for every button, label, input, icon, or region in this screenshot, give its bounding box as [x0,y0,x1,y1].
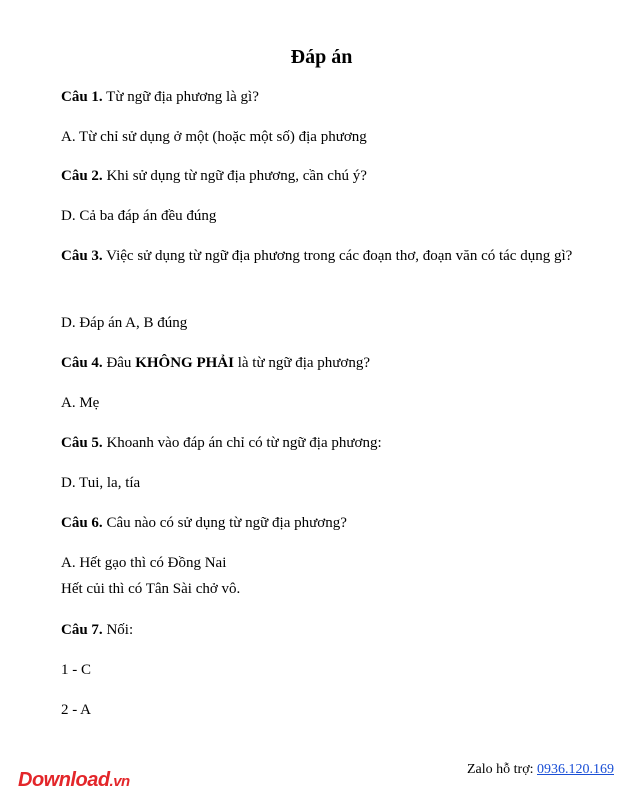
question-label: Câu 2. [61,168,103,184]
question-label: Câu 4. [61,355,103,371]
question-3 [61,243,591,269]
answer-7-match-1: 1 - C [61,662,91,678]
answer-2: D. Cả ba đáp án đều đúng [61,208,217,224]
question-label: Câu 5. [61,435,103,451]
answer-5: D. Tui, la, tía [61,475,141,491]
question-label: Câu 3. [61,248,103,264]
question-text: là từ ngữ địa phương? [233,355,371,371]
logo-wordmark: Download [18,769,110,791]
logo-tld: .vn [109,773,130,790]
answer-6: A. Hết gạo thì có Đồng Nai [61,555,227,571]
question-1 [61,84,591,110]
zalo-phone-link[interactable]: 0936.120.169 [537,762,614,777]
question-text: Việc sử dụng từ ngữ địa phương trong các đoạn thơ, đoạn văn có tác dụng gì? [102,248,573,264]
question-7 [61,617,591,643]
question-text: Câu nào có sử dụng từ ngữ địa phương? [102,515,347,531]
answer-1: A. Từ chỉ sử dụng ở một (hoặc một số) địa phương [61,129,367,145]
zalo-support [467,762,614,778]
question-emphasis: KHÔNG PHẢI [135,355,234,371]
question-text: Từ ngữ địa phương là gì? [102,89,259,105]
question-label: Câu 7. [61,622,103,638]
question-2 [61,163,591,189]
question-label: Câu 6. [61,515,103,531]
answer-3: D. Đáp án A, B đúng [61,315,188,331]
question-6 [61,510,591,536]
question-4 [61,350,591,376]
question-5 [61,430,591,456]
answer-4: A. Mẹ [61,395,100,411]
question-text: Khi sử dụng từ ngữ địa phương, cần chú ý? [102,168,367,184]
download-vn-logo[interactable] [18,769,130,792]
page-title: Đáp án [290,46,353,68]
answer-6-line-2: Hết củi thì có Tân Sài chở vô. [61,581,241,597]
question-text: Nối: [102,622,134,638]
question-label: Câu 1. [61,89,103,105]
zalo-label: Zalo hỗ trợ: [467,762,537,777]
question-text: Đâu [102,355,136,371]
question-text: Khoanh vào đáp án chỉ có từ ngữ địa phương: [102,435,382,451]
answer-7-match-2: 2 - A [61,702,91,718]
